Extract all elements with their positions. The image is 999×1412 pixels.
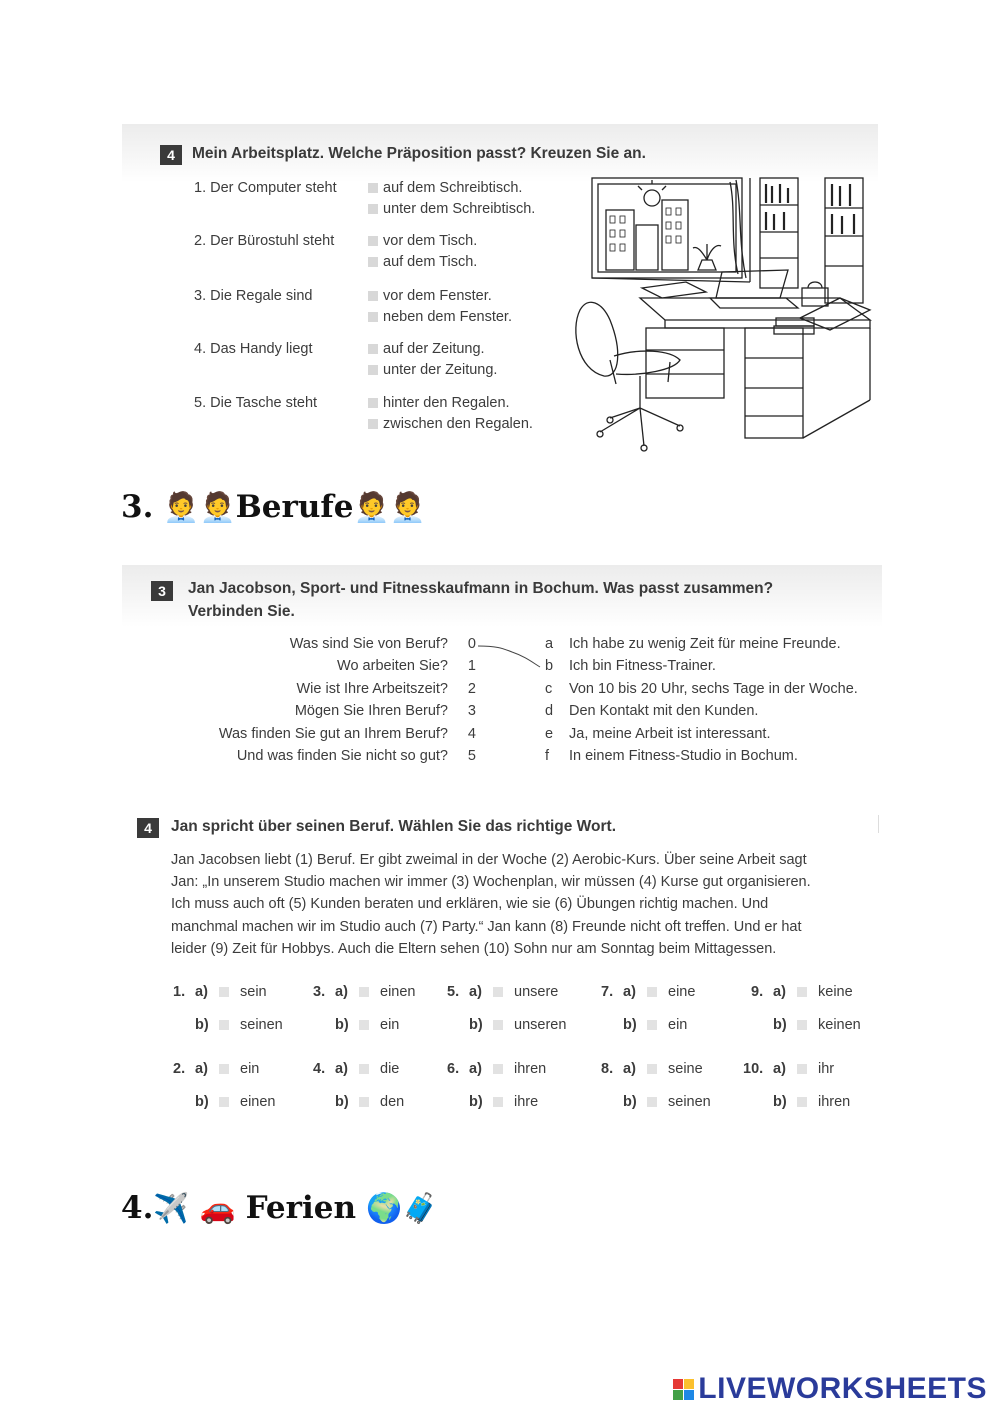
checkbox[interactable] — [647, 1020, 657, 1030]
answer-option[interactable] — [797, 1061, 834, 1077]
checkbox[interactable] — [359, 1064, 369, 1074]
question-row — [237, 748, 476, 764]
choice-label: b) — [335, 1017, 349, 1033]
answer-list — [545, 636, 890, 776]
option-label: seine — [668, 1061, 703, 1077]
checkbox[interactable] — [493, 1020, 503, 1030]
question-text: Und was finden Sie nicht so gut? — [236, 748, 448, 764]
exercise-title-line-2: Verbinden Sie. — [188, 603, 295, 620]
answer-option[interactable] — [368, 201, 535, 217]
checkbox[interactable] — [368, 312, 378, 322]
answer-option[interactable] — [647, 1094, 711, 1110]
choice-label: a) — [195, 984, 208, 1000]
answer-option[interactable] — [368, 395, 510, 411]
checkbox[interactable] — [368, 291, 378, 301]
choice-label: a) — [623, 984, 636, 1000]
checkbox[interactable] — [493, 1097, 503, 1107]
choice-label: b) — [195, 1017, 209, 1033]
answer-text: Ja, meine Arbeit ist interessant. — [569, 725, 771, 742]
checkbox[interactable] — [219, 987, 229, 997]
checkbox[interactable] — [797, 987, 807, 997]
answer-row — [545, 681, 858, 697]
exercise-title: Mein Arbeitsplatz. Welche Präposition passt? Kreuzen Sie an. — [192, 145, 646, 162]
answer-option[interactable] — [219, 1061, 259, 1077]
office-worker-icon: 🧑‍💼 — [163, 489, 200, 524]
answer-option[interactable] — [219, 984, 267, 1000]
answer-option[interactable] — [368, 309, 512, 325]
option-label: vor dem Tisch. — [383, 233, 478, 249]
choice-label: a) — [623, 1061, 636, 1077]
question-text: Was finden Sie gut an Ihrem Beruf? — [218, 725, 448, 742]
answer-option[interactable] — [368, 254, 477, 270]
choice-number — [743, 1061, 763, 1077]
choice-number-text: 10. — [743, 1061, 764, 1077]
globe-icon: 🌍 — [366, 1190, 403, 1225]
office-worker-icon: 🧑‍💼 — [199, 489, 236, 524]
answer-option[interactable] — [797, 1094, 850, 1110]
answer-option[interactable] — [368, 233, 477, 249]
paragraph-line: manchmal machen wir im Studio auch (7) Party.“ Jan kann (8) Freunde nicht oft treffen. Und er hat — [171, 918, 802, 935]
option-label: ein — [380, 1017, 400, 1033]
answer-row — [545, 748, 798, 764]
question-row — [290, 636, 476, 652]
choice-label: a) — [195, 1061, 208, 1077]
choice-label: b) — [195, 1094, 209, 1110]
connecting-line — [476, 636, 546, 676]
question-number: 4 — [467, 725, 476, 742]
question-row — [297, 681, 477, 697]
answer-text: Ich bin Fitness-Trainer. — [569, 658, 716, 675]
exercise-number-badge: 4 — [160, 145, 182, 165]
question-number: 5 — [467, 748, 476, 764]
office-worker-icon: 🧑‍💼 — [389, 489, 426, 524]
choice-number — [601, 984, 613, 1000]
checkbox[interactable] — [219, 1097, 229, 1107]
answer-option[interactable] — [797, 1017, 861, 1033]
checkbox[interactable] — [359, 987, 369, 997]
question-text: 4. Das Handy liegt — [194, 341, 313, 357]
question-number: 3 — [467, 703, 476, 720]
exercise-title: Jan Jacobson, Sport- und Fitnesskaufmann in Bochum. Was passt zusammen? — [188, 580, 774, 597]
checkbox[interactable] — [219, 1064, 229, 1074]
choice-label: a) — [469, 1061, 482, 1077]
option-label: zwischen den Regalen. — [383, 416, 533, 432]
question-row — [295, 703, 476, 719]
option-label: ein — [668, 1017, 688, 1033]
answer-letter: c — [545, 680, 553, 697]
question-text: 3. Die Regale sind — [194, 288, 313, 304]
answer-text: In einem Fitness-Studio in Bochum. — [569, 748, 798, 764]
choice-number — [447, 984, 459, 1000]
choice-label: a) — [773, 1061, 786, 1077]
answer-letter: e — [545, 725, 554, 742]
answer-option[interactable] — [493, 1094, 538, 1110]
answer-text: Ich habe zu wenig Zeit für meine Freunde. — [569, 636, 841, 652]
answer-option[interactable] — [359, 984, 415, 1000]
section-number: 4. — [121, 1190, 154, 1226]
answer-option[interactable] — [493, 1017, 566, 1033]
choice-number-text: 5. — [447, 984, 460, 1000]
option-label: unseren — [514, 1017, 567, 1033]
airplane-icon: ✈️ — [153, 1190, 190, 1225]
option-label: auf dem Tisch. — [383, 254, 478, 270]
question-text: Was sind Sie von Beruf? — [289, 636, 448, 652]
question-list — [180, 636, 476, 776]
paragraph-line: Jan: „In unserem Studio machen wir immer (3) Wochenplan, wir müssen (4) Kurse gut organisieren. — [171, 874, 811, 891]
choice-label: a) — [773, 984, 786, 1000]
question-row — [337, 658, 476, 674]
checkbox[interactable] — [647, 1064, 657, 1074]
option-label: einen — [380, 984, 416, 1000]
answer-row — [545, 703, 758, 719]
option-label: auf dem Schreibtisch. — [383, 180, 523, 196]
answer-row — [545, 636, 841, 652]
choice-label: b) — [623, 1094, 637, 1110]
option-label: hinter den Regalen. — [383, 395, 510, 411]
choice-label: b) — [469, 1017, 483, 1033]
checkbox[interactable] — [368, 183, 378, 193]
answer-option[interactable] — [647, 984, 695, 1000]
checkbox[interactable] — [368, 236, 378, 246]
option-label: die — [380, 1061, 400, 1077]
choice-number-text: 6. — [447, 1061, 460, 1077]
exercise-number-badge: 3 — [151, 581, 173, 601]
answer-option[interactable] — [493, 984, 558, 1000]
checkbox[interactable] — [368, 419, 378, 429]
suitcase-icon: 🧳 — [402, 1190, 439, 1225]
checkbox[interactable] — [797, 1064, 807, 1074]
section-number: 3. — [121, 489, 154, 525]
option-label: neben dem Fenster. — [383, 309, 512, 325]
question-text: 2. Der Bürostuhl steht — [194, 233, 335, 249]
choice-label: a) — [469, 984, 482, 1000]
answer-option[interactable] — [219, 1094, 275, 1110]
answer-option[interactable] — [493, 1061, 546, 1077]
question-number: 0 — [467, 636, 476, 652]
answer-option[interactable] — [368, 180, 522, 196]
answer-option[interactable] — [368, 362, 497, 378]
choice-number — [601, 1061, 613, 1077]
answer-row — [545, 726, 771, 742]
answer-letter: b — [545, 658, 554, 675]
choice-label: b) — [623, 1017, 637, 1033]
option-label: auf der Zeitung. — [383, 341, 485, 357]
answer-option[interactable] — [359, 1061, 399, 1077]
checkbox[interactable] — [368, 204, 378, 214]
answer-option[interactable] — [647, 1017, 687, 1033]
answer-letter: d — [545, 703, 554, 720]
section-title: Berufe — [235, 489, 354, 525]
question-row — [219, 726, 476, 742]
divider — [878, 815, 879, 833]
choice-number-text: 1. — [173, 984, 186, 1000]
checkbox[interactable] — [493, 1064, 503, 1074]
option-label: vor dem Fenster. — [383, 288, 492, 304]
choice-number — [751, 984, 763, 1000]
checkbox[interactable] — [797, 1020, 807, 1030]
choice-label: b) — [773, 1017, 787, 1033]
option-label: ihre — [514, 1094, 539, 1110]
question-text: 1. Der Computer steht — [194, 180, 337, 196]
checkbox[interactable] — [368, 398, 378, 408]
option-label: unter der Zeitung. — [383, 362, 498, 378]
office-desk-illustration — [570, 170, 880, 455]
answer-row — [545, 658, 716, 674]
option-label: ihren — [818, 1094, 851, 1110]
choice-number-text: 2. — [173, 1061, 186, 1077]
checkbox[interactable] — [219, 1020, 229, 1030]
text-paragraph — [171, 849, 891, 960]
checkbox[interactable] — [359, 1020, 369, 1030]
option-label: ihr — [818, 1061, 835, 1077]
checkbox[interactable] — [368, 257, 378, 267]
question-number: 2 — [467, 680, 476, 697]
liveworksheets-logo[interactable] — [673, 1372, 987, 1406]
question-text: Mögen Sie Ihren Beruf? — [294, 703, 448, 720]
answer-text: Den Kontakt mit den Kunden. — [569, 703, 759, 720]
checkbox[interactable] — [359, 1097, 369, 1107]
answer-option[interactable] — [368, 416, 533, 432]
option-label: ein — [240, 1061, 260, 1077]
paragraph-line: Jan Jacobsen liebt (1) Beruf. Er gibt zweimal in der Woche (2) Aerobic-Kurs. Über seine Arbeit sagt — [171, 852, 807, 868]
answer-option[interactable] — [359, 1017, 399, 1033]
checkbox[interactable] — [368, 365, 378, 375]
question-number: 1 — [467, 658, 476, 675]
choice-number — [313, 984, 325, 1000]
checkbox[interactable] — [493, 987, 503, 997]
paragraph-line: leider (9) Zeit für Hobbys. Auch die Eltern sehen (10) Sohn nur am Sonntag beim Mittagessen. — [171, 940, 777, 957]
option-label: keine — [818, 984, 853, 1000]
choice-label: b) — [469, 1094, 483, 1110]
answer-option[interactable] — [368, 288, 492, 304]
choice-number-text: 8. — [601, 1061, 614, 1077]
option-label: sein — [240, 984, 267, 1000]
office-worker-icon: 🧑‍💼 — [353, 489, 390, 524]
choice-label: a) — [335, 1061, 348, 1077]
answer-text: Von 10 bis 20 Uhr, sechs Tage in der Woche. — [569, 680, 858, 697]
liveworksheets-logo-icon — [673, 1379, 694, 1400]
exercise-number-badge: 4 — [137, 818, 159, 838]
paragraph-line: Ich muss auch oft (5) Kunden beraten und erklären, wie sie (6) Übungen richtig machen. Und — [171, 896, 769, 913]
answer-option[interactable] — [219, 1017, 283, 1033]
section-heading-berufe — [121, 489, 426, 525]
answer-letter: a — [545, 636, 554, 652]
checkbox[interactable] — [368, 344, 378, 354]
answer-option[interactable] — [359, 1094, 404, 1110]
car-icon: 🚗 — [199, 1190, 236, 1225]
option-label: seinen — [668, 1094, 711, 1110]
option-label: eine — [668, 984, 696, 1000]
option-label: einen — [240, 1094, 276, 1110]
question-text: Wie ist Ihre Arbeitszeit? — [296, 680, 448, 697]
section-title: Ferien — [245, 1190, 357, 1226]
option-label: den — [380, 1094, 405, 1110]
option-label: unsere — [514, 984, 559, 1000]
choice-number-text: 7. — [601, 984, 614, 1000]
choice-number-text: 4. — [313, 1061, 326, 1077]
option-label: keinen — [818, 1017, 861, 1033]
answer-option[interactable] — [797, 984, 853, 1000]
option-label: seinen — [240, 1017, 283, 1033]
choice-label: a) — [335, 984, 348, 1000]
answer-option[interactable] — [368, 341, 485, 357]
answer-option[interactable] — [647, 1061, 703, 1077]
checkbox[interactable] — [647, 987, 657, 997]
choice-label: b) — [335, 1094, 349, 1110]
choice-number-text: 9. — [751, 984, 764, 1000]
choice-number — [313, 1061, 325, 1077]
choice-number — [173, 984, 185, 1000]
answer-letter: f — [545, 748, 550, 764]
choice-number — [447, 1061, 459, 1077]
checkbox[interactable] — [797, 1097, 807, 1107]
question-text: Wo arbeiten Sie? — [337, 658, 448, 675]
exercise-title: Jan spricht über seinen Beruf. Wählen Sie das richtige Wort. — [171, 818, 617, 835]
option-label: unter dem Schreibtisch. — [383, 201, 536, 217]
choice-label: b) — [773, 1094, 787, 1110]
section-heading-ferien — [121, 1190, 438, 1226]
checkbox[interactable] — [647, 1097, 657, 1107]
choice-number — [173, 1061, 185, 1077]
option-label: ihren — [514, 1061, 547, 1077]
choice-number-text: 3. — [313, 984, 326, 1000]
question-text: 5. Die Tasche steht — [194, 395, 318, 411]
brand-text: LIVEWORKSHEETS — [698, 1372, 987, 1405]
